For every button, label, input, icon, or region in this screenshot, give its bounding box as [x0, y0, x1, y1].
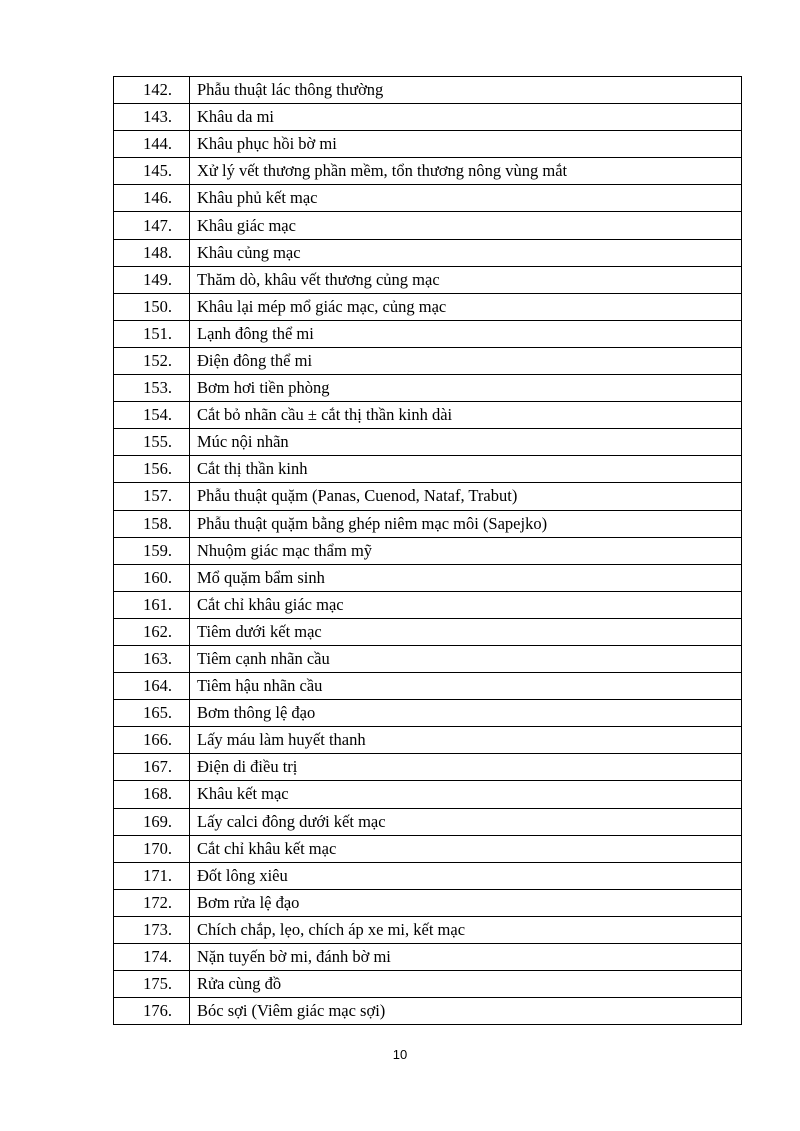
table-row	[114, 212, 742, 239]
page-number: 10	[392, 1047, 408, 1062]
row-number: 155.	[114, 429, 190, 456]
procedure-name: Múc nội nhãn	[190, 429, 742, 456]
row-number: 162.	[114, 618, 190, 645]
row-number: 160.	[114, 564, 190, 591]
row-number: 170.	[114, 835, 190, 862]
table-row	[114, 591, 742, 618]
row-number: 168.	[114, 781, 190, 808]
procedure-name: Thăm dò, khâu vết thương củng mạc	[190, 266, 742, 293]
procedure-name: Phẫu thuật lác thông thường	[190, 77, 742, 104]
procedure-name: Lấy máu làm huyết thanh	[190, 727, 742, 754]
table-row	[114, 483, 742, 510]
procedure-name: Chích chắp, lẹo, chích áp xe mi, kết mạc	[190, 916, 742, 943]
table-row	[114, 266, 742, 293]
row-number: 158.	[114, 510, 190, 537]
row-number: 171.	[114, 862, 190, 889]
procedure-table-body	[114, 77, 742, 1025]
row-number: 172.	[114, 889, 190, 916]
procedure-name: Phẫu thuật quặm (Panas, Cuenod, Nataf, Trabut)	[190, 483, 742, 510]
procedure-name: Nặn tuyến bờ mi, đánh bờ mi	[190, 944, 742, 971]
table-row	[114, 916, 742, 943]
table-row	[114, 998, 742, 1025]
table-row	[114, 104, 742, 131]
row-number: 174.	[114, 944, 190, 971]
table-row	[114, 971, 742, 998]
table-row	[114, 510, 742, 537]
table-row	[114, 537, 742, 564]
table-row	[114, 375, 742, 402]
procedure-name: Khâu củng mạc	[190, 239, 742, 266]
table-row	[114, 944, 742, 971]
table-row	[114, 239, 742, 266]
table-row	[114, 564, 742, 591]
row-number: 151.	[114, 320, 190, 347]
table-row	[114, 77, 742, 104]
table-row	[114, 727, 742, 754]
row-number: 176.	[114, 998, 190, 1025]
table-row	[114, 700, 742, 727]
procedure-name: Khâu phủ kết mạc	[190, 185, 742, 212]
procedure-name: Tiêm dưới kết mạc	[190, 618, 742, 645]
procedure-name: Tiêm cạnh nhãn cầu	[190, 645, 742, 672]
procedure-name: Khâu da mi	[190, 104, 742, 131]
row-number: 163.	[114, 645, 190, 672]
row-number: 153.	[114, 375, 190, 402]
table-row	[114, 293, 742, 320]
procedure-name: Khâu lại mép mổ giác mạc, củng mạc	[190, 293, 742, 320]
row-number: 173.	[114, 916, 190, 943]
procedure-name: Cắt chỉ khâu kết mạc	[190, 835, 742, 862]
table-row	[114, 618, 742, 645]
procedure-name: Lấy calci đông dưới kết mạc	[190, 808, 742, 835]
table-row	[114, 862, 742, 889]
procedure-name: Khâu kết mạc	[190, 781, 742, 808]
procedure-name: Điện di điều trị	[190, 754, 742, 781]
row-number: 152.	[114, 347, 190, 374]
row-number: 146.	[114, 185, 190, 212]
row-number: 164.	[114, 673, 190, 700]
procedure-name: Mổ quặm bẩm sinh	[190, 564, 742, 591]
procedure-name: Bơm hơi tiền phòng	[190, 375, 742, 402]
procedure-name: Bơm rửa lệ đạo	[190, 889, 742, 916]
row-number: 169.	[114, 808, 190, 835]
row-number: 143.	[114, 104, 190, 131]
row-number: 148.	[114, 239, 190, 266]
table-row	[114, 754, 742, 781]
procedure-name: Điện đông thể mi	[190, 347, 742, 374]
row-number: 144.	[114, 131, 190, 158]
row-number: 166.	[114, 727, 190, 754]
table-row	[114, 402, 742, 429]
procedure-name: Đốt lông xiêu	[190, 862, 742, 889]
row-number: 161.	[114, 591, 190, 618]
table-row	[114, 889, 742, 916]
table-row	[114, 158, 742, 185]
procedure-name: Khâu giác mạc	[190, 212, 742, 239]
row-number: 175.	[114, 971, 190, 998]
table-row	[114, 835, 742, 862]
table-row	[114, 808, 742, 835]
procedure-name: Lạnh đông thể mi	[190, 320, 742, 347]
procedure-name: Phẫu thuật quặm bằng ghép niêm mạc môi (Sapejko)	[190, 510, 742, 537]
row-number: 165.	[114, 700, 190, 727]
procedure-name: Xử lý vết thương phần mềm, tổn thương nông vùng mắt	[190, 158, 742, 185]
table-row	[114, 347, 742, 374]
procedure-name: Nhuộm giác mạc thẩm mỹ	[190, 537, 742, 564]
row-number: 167.	[114, 754, 190, 781]
procedure-name: Rửa cùng đồ	[190, 971, 742, 998]
row-number: 159.	[114, 537, 190, 564]
row-number: 142.	[114, 77, 190, 104]
row-number: 150.	[114, 293, 190, 320]
row-number: 145.	[114, 158, 190, 185]
procedure-name: Bơm thông lệ đạo	[190, 700, 742, 727]
row-number: 157.	[114, 483, 190, 510]
procedure-name: Cắt thị thần kinh	[190, 456, 742, 483]
row-number: 147.	[114, 212, 190, 239]
procedure-table	[113, 76, 742, 1025]
procedure-name: Cắt chỉ khâu giác mạc	[190, 591, 742, 618]
procedure-name: Khâu phục hồi bờ mi	[190, 131, 742, 158]
row-number: 156.	[114, 456, 190, 483]
table-row	[114, 781, 742, 808]
table-row	[114, 673, 742, 700]
table-row	[114, 185, 742, 212]
table-row	[114, 456, 742, 483]
table-row	[114, 320, 742, 347]
row-number: 154.	[114, 402, 190, 429]
table-row	[114, 429, 742, 456]
procedure-name: Cắt bỏ nhãn cầu ± cắt thị thần kinh dài	[190, 402, 742, 429]
procedure-name: Bóc sợi (Viêm giác mạc sợi)	[190, 998, 742, 1025]
table-row	[114, 131, 742, 158]
procedure-name: Tiêm hậu nhãn cầu	[190, 673, 742, 700]
table-row	[114, 645, 742, 672]
row-number: 149.	[114, 266, 190, 293]
